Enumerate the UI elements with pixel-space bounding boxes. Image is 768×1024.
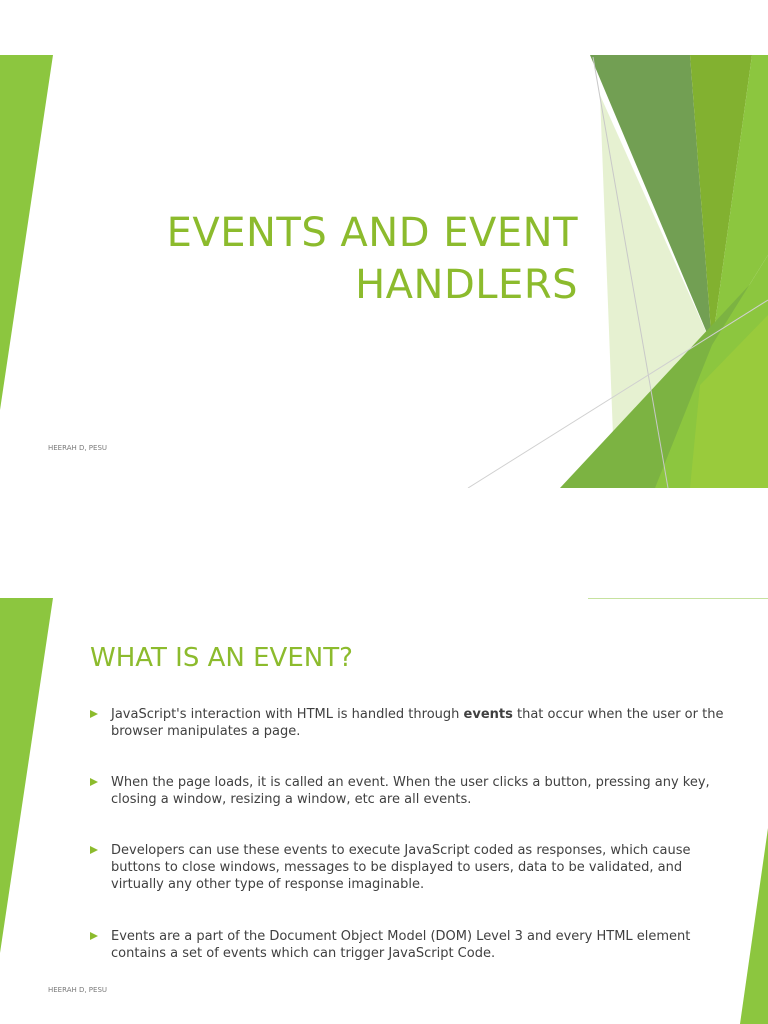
list-item-text: Developers can use these events to execute JavaScript coded as responses, which cause buttons to close windows, messages to be displayed to users, data to be validated, and virtually any other type of response imaginable. [111, 843, 691, 892]
bullet-arrow-icon [90, 778, 98, 786]
bullet-arrow-icon [90, 932, 98, 940]
slide-title [158, 207, 578, 311]
list-item-text: When the page loads, it is called an event. When the user clicks a button, pressing any key, closing a window, resizing a window, etc are all events. [111, 775, 710, 807]
list-item [88, 706, 728, 740]
list-item [88, 928, 728, 962]
footer-author: HEERAH D, PESU [48, 986, 108, 994]
list-item-text: Events are a part of the Document Object Model (DOM) Level 3 and every HTML element contains a set of events which can trigger JavaScript Code. [111, 929, 691, 961]
slide-title-line-1: EVENTS AND EVENT [166, 210, 578, 256]
bullet-arrow-icon [90, 710, 98, 718]
title-slide [0, 55, 768, 488]
content-slide [0, 598, 768, 1024]
slide-heading: WHAT IS AN EVENT? [90, 643, 353, 673]
list-item-text: JavaScript's interaction with HTML is handled through events that occur when the user or the browser manipulates a page. [111, 707, 724, 739]
slide-title-line-2: HANDLERS [355, 262, 578, 308]
list-item [88, 774, 728, 808]
footer-author: HEERAH D, PESU [48, 444, 108, 452]
bullet-arrow-icon [90, 846, 98, 854]
list-item [88, 842, 728, 893]
